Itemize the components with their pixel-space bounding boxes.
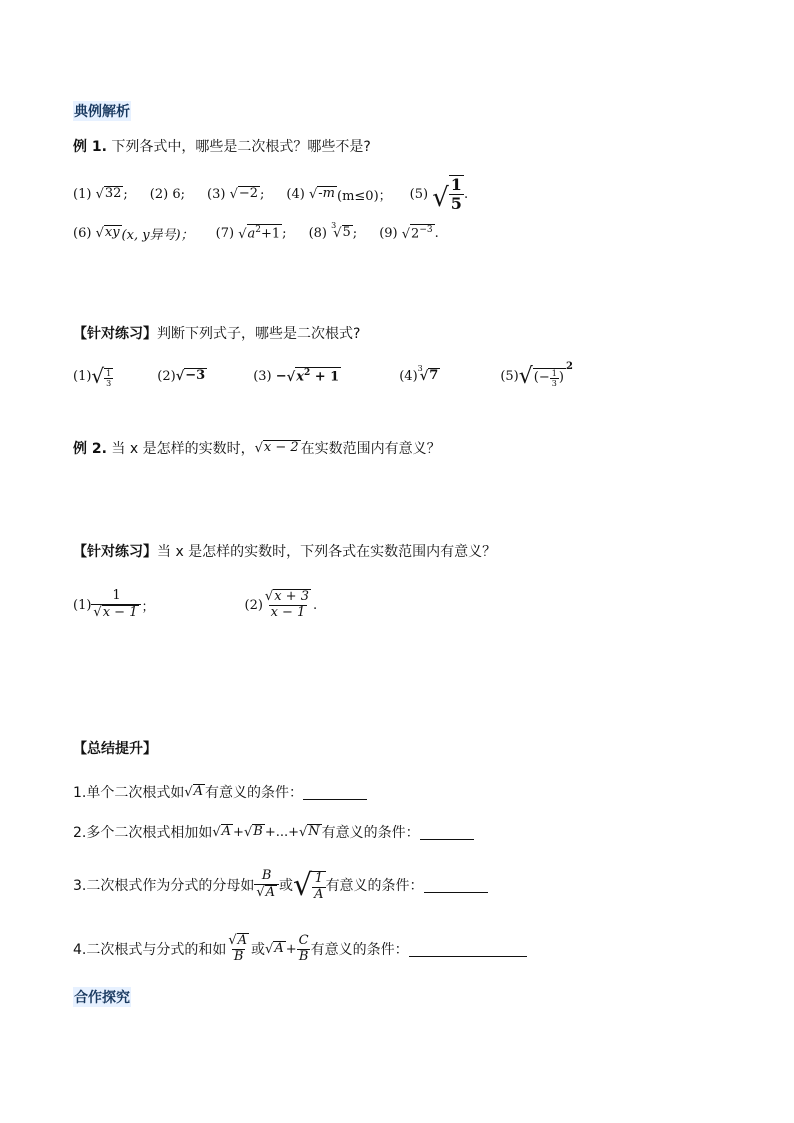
- item-label: (2) 6;: [149, 186, 185, 202]
- numerator: 1: [106, 368, 112, 378]
- practice-1-title: 【针对练习】: [73, 326, 157, 342]
- fraction: [263, 589, 313, 621]
- radicand: 7: [429, 368, 439, 384]
- radicand: A: [265, 885, 276, 900]
- radical: √xy: [95, 225, 120, 241]
- example-2-text-2: 在实数范围内有意义？: [300, 441, 441, 457]
- radical: √x − 2: [254, 440, 299, 456]
- item-label: (5): [500, 368, 519, 384]
- paren-close: ): [558, 370, 564, 386]
- punct: ;: [260, 186, 265, 202]
- practice-1-heading: [73, 323, 360, 343]
- condition: (m≤0)；: [337, 188, 392, 204]
- denominator: 5: [450, 194, 462, 213]
- practice-2-title: 【针对练习】: [73, 544, 157, 560]
- punct: ;: [352, 225, 358, 241]
- exponent: 2: [255, 224, 261, 235]
- numerator: 1: [314, 870, 323, 886]
- numerator: 1: [551, 369, 557, 379]
- radicand: A: [221, 824, 232, 840]
- item-label: (1): [73, 186, 92, 202]
- radicand-base: a: [247, 226, 256, 242]
- summary-line-3: [73, 862, 488, 908]
- fraction: [91, 589, 141, 621]
- radicand: −2: [238, 186, 259, 202]
- denominator: √A: [254, 884, 279, 901]
- item-label: (3): [253, 368, 272, 384]
- answer-blank-4[interactable]: [409, 942, 527, 957]
- radicand: x − 2: [263, 440, 299, 456]
- minus-sign: −: [275, 368, 287, 384]
- root-index: 3: [417, 363, 423, 373]
- numerator: √x + 3: [264, 589, 309, 605]
- answer-blank-3[interactable]: [424, 878, 488, 893]
- numerator: √A: [228, 933, 248, 949]
- radical: √A: [265, 941, 284, 957]
- denominator: 3: [551, 379, 557, 389]
- summary-line-2: [73, 822, 474, 842]
- item-label: (3): [207, 186, 226, 202]
- exponent: 2: [303, 367, 311, 378]
- radical: √7: [419, 368, 439, 384]
- radical: √A: [184, 784, 204, 800]
- summary-line-1-text: 1.单个二次根式如: [73, 785, 185, 801]
- answer-blank-2[interactable]: [420, 825, 474, 840]
- summary-title: 【总结提升】: [73, 741, 157, 757]
- example-2-question: [73, 438, 441, 458]
- example-1-label: 例 1.: [73, 139, 107, 155]
- summary-line-1-cond: 有意义的条件：: [205, 785, 304, 801]
- radicand: 32: [104, 186, 122, 202]
- punct: ;: [282, 225, 287, 241]
- radical: √-m: [308, 186, 336, 202]
- item-label: (2): [244, 597, 263, 613]
- punct: .: [463, 186, 469, 202]
- summary-line-4: [73, 926, 527, 972]
- radicand: −3: [185, 368, 206, 384]
- root-index: 3: [331, 220, 337, 230]
- radicand: A: [193, 784, 204, 800]
- plus: +: [233, 824, 244, 840]
- paren-open: (−: [533, 370, 550, 386]
- radicand: 5: [342, 225, 351, 241]
- or-text: 或: [279, 878, 294, 894]
- numerator: 1: [112, 588, 121, 604]
- radical-fraction: √ $\frac{1}{A}$: [293, 867, 324, 903]
- item-label: (2): [157, 368, 176, 384]
- item-label: (1): [73, 368, 92, 384]
- summary-line-3-cond: 有意义的条件：: [325, 878, 424, 894]
- or-text: 或: [251, 942, 266, 958]
- radical: √N: [299, 824, 320, 840]
- radicand: x − 1: [102, 605, 138, 620]
- fraction: [226, 933, 251, 965]
- item-label: (9): [379, 225, 398, 241]
- radical-fraction: √ $\frac{1}{3}$: [91, 364, 112, 388]
- radical: √B: [243, 824, 263, 840]
- denominator: A: [314, 886, 324, 902]
- numerator: C: [298, 932, 309, 948]
- radical: √ (− $\frac{1}{3}$ ): [518, 363, 564, 389]
- radicand: N: [308, 824, 320, 840]
- fraction: [254, 869, 279, 901]
- practice-2-text: 当 x 是怎样的实数时，下列各式在实数范围内有意义？: [157, 544, 497, 560]
- exponent: −3: [419, 224, 433, 235]
- radicand: A: [274, 941, 284, 957]
- radical-fraction: √ $\frac{1}{5}$: [432, 174, 462, 214]
- punct: ;: [123, 186, 128, 202]
- summary-line-2-cond: 有意义的条件：: [321, 825, 420, 841]
- fraction: [297, 934, 311, 965]
- practice-1-text: 判断下列式子，哪些是二次根式?: [157, 326, 361, 342]
- item-label: (6): [73, 225, 92, 241]
- radical: $√a^2+1$: [238, 224, 281, 243]
- plus: +: [285, 941, 297, 957]
- denominator: B: [233, 949, 244, 964]
- practice-2-row: [73, 585, 317, 625]
- radical: $√2^{-3}$: [401, 224, 433, 243]
- summary-line-1: [73, 782, 367, 802]
- item-label: (7): [215, 225, 235, 241]
- radicand: A: [237, 933, 248, 949]
- example-1-row-1: [73, 174, 469, 214]
- numerator: 1: [450, 174, 462, 194]
- section-title-cooperative-inquiry: 合作探究: [73, 987, 131, 1007]
- practice-1-row: [73, 360, 713, 392]
- radical: √5: [333, 225, 351, 241]
- radicand-base: 2: [411, 226, 420, 242]
- item-label: (4): [286, 186, 305, 202]
- radical: √A: [212, 824, 232, 840]
- radical: √−3: [175, 368, 206, 384]
- example-2-label: 例 2.: [73, 441, 107, 457]
- radicand: x + 3: [274, 589, 309, 605]
- denominator: B: [298, 948, 309, 964]
- radical: √−2: [229, 186, 259, 202]
- radical: $√x^2 + 1$: [286, 367, 340, 386]
- numerator: B: [261, 868, 272, 884]
- item-label: (1): [73, 597, 92, 613]
- punct: .: [312, 597, 318, 613]
- exponent: 2: [565, 360, 573, 372]
- practice-2-heading: [73, 541, 496, 561]
- radicand-rest: +1: [261, 226, 281, 242]
- radical: √32: [95, 186, 122, 202]
- example-1-text: 下列各式中，哪些是二次根式？哪些不是?: [111, 139, 371, 155]
- item-label: (8): [308, 225, 327, 241]
- denominator: √x − 1: [91, 604, 141, 621]
- example-1-row-2: [73, 221, 439, 245]
- condition: (x, y异号)；: [121, 227, 194, 243]
- radicand: -m: [318, 186, 336, 202]
- punct: .: [434, 225, 439, 241]
- radicand: xy: [104, 225, 120, 241]
- radicand-base: x: [296, 369, 304, 385]
- section-title-examples: 典例解析: [73, 101, 131, 121]
- radicand: B: [253, 824, 263, 840]
- radicand-rest: + 1: [310, 369, 340, 385]
- summary-line-4-cond: 有意义的条件：: [310, 942, 409, 958]
- summary-line-4-text: 4.二次根式与分式的和如: [73, 942, 227, 958]
- example-1-question: [73, 136, 371, 156]
- item-label: (5): [409, 186, 429, 202]
- item-label: (4): [399, 368, 418, 384]
- denominator: 3: [106, 378, 112, 388]
- denominator: x − 1: [270, 605, 306, 620]
- summary-line-2-text: 2.多个二次根式相加如: [73, 825, 213, 841]
- plus-ellipsis: +...+: [264, 824, 299, 840]
- answer-blank-1[interactable]: [303, 785, 367, 800]
- punct: ；: [141, 599, 155, 615]
- example-2-text-1: 当 x 是怎样的实数时，: [111, 441, 255, 457]
- summary-line-3-text: 3.二次根式作为分式的分母如: [73, 878, 255, 894]
